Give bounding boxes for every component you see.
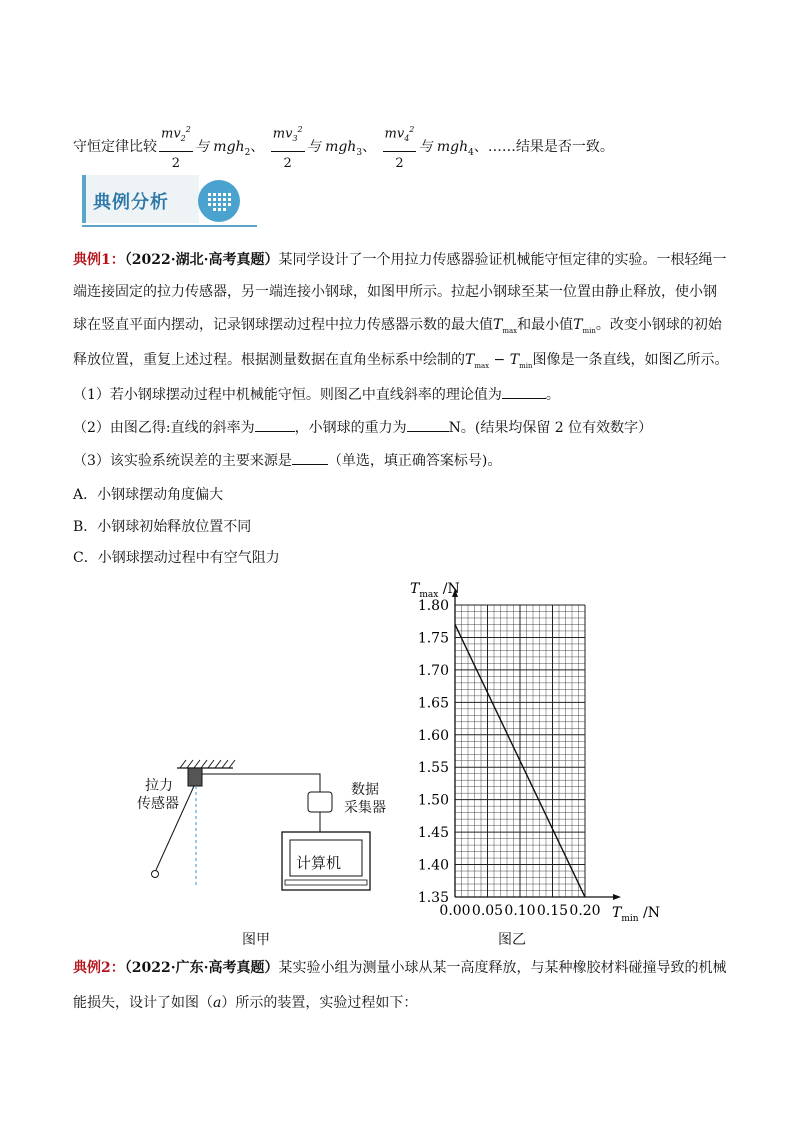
y-tick-label: 1.75 — [417, 630, 449, 647]
dot-grid-icon — [196, 178, 242, 224]
section-banner-title: 典例分析 — [93, 192, 169, 213]
figure-b-caption: 图乙 — [498, 932, 526, 948]
y-axis-label: $T_{max}$ /N — [410, 581, 460, 600]
example1-line-4: 释放位置，重复上述过程。根据测量数据在直角坐标系中绘制的$T_{max} - T_{min}$图像是一条直线，如图乙所示。 — [73, 352, 729, 370]
question-3: （3）该实验系统误差的主要来源是 （单选，填正确答案标号)。 — [73, 453, 502, 469]
example2-label: 典例2： — [73, 960, 125, 976]
x-axis-arrow — [613, 894, 621, 900]
y-tick-label: 1.40 — [417, 857, 449, 874]
data-collector — [308, 792, 332, 812]
example2-line-1: 典例2：（2022·广东·高考真题）某实验小组为测量小球从某一高度释放，与某种橡胶材料碰撞导致的机械 — [73, 960, 727, 976]
example1-line-1: 典例1：（2022·湖北·高考真题）某同学设计了一个用拉力传感器验证机械能守恒定律的实验。一根轻绳一 — [73, 252, 727, 268]
x-tick-label: 0.10 — [504, 903, 536, 919]
y-tick-label: 1.45 — [417, 825, 449, 842]
answer-blank-2[interactable] — [255, 431, 295, 432]
fraction-3: $\frac{mv_4^2}{2}$ — [383, 118, 417, 176]
example1-source: （2022·湖北·高考真题） — [124, 252, 279, 268]
top-line-prefix: 守恒定律比较 — [73, 138, 157, 155]
y-tick-label: 1.50 — [417, 792, 449, 809]
x-tick-label: 0.00 — [439, 903, 471, 919]
y-tick-label: 1.70 — [417, 662, 449, 679]
y-tick-label: 1.80 — [417, 598, 449, 614]
y-tick-label: 1.65 — [417, 695, 449, 712]
example2-line-2: 能损失，设计了如图（a）所示的装置，实验过程如下： — [73, 995, 418, 1011]
force-sensor — [188, 768, 202, 786]
y-tick-label: 1.55 — [417, 760, 449, 777]
fraction-2: $\frac{mv_3^2}{2}$ — [271, 118, 305, 176]
figure-a-apparatus — [130, 740, 400, 900]
option-a: A．小钢球摆动角度偏大 — [73, 487, 224, 503]
example1-line-2: 端连接固定的拉力传感器，另一端连接小钢球，如图甲所示。拉起小钢球至某一位置由静止释放，使小钢 — [73, 284, 717, 300]
sensor-label-1: 拉力 — [145, 778, 173, 794]
answer-blank-1[interactable] — [502, 398, 546, 399]
x-tick-label: 0.20 — [569, 903, 601, 919]
x-tick-label: 0.15 — [536, 903, 569, 919]
fraction-1: $\frac{mv_2^2}{2}$ — [159, 118, 193, 176]
top-formula-line: 守恒定律比较 $\frac{mv_2^2}{2}$ 与 mgh$_2$、 $\frac{mv_3^2}{2}$ 与 mgh$_3$、 $\frac{mv_4^2}{2}$ 与 mgh$_4$、……结果是否一致。 — [73, 118, 614, 176]
x-tick-label: 0.05 — [471, 903, 504, 919]
collector-label-2: 采集器 — [344, 800, 386, 816]
figure-b-chart — [400, 575, 670, 925]
y-tick-label: 1.60 — [417, 727, 449, 744]
question-1: （1）若小钢球摆动过程中机械能守恒。则图乙中直线斜率的理论值为 。 — [73, 387, 560, 403]
example1-label: 典例1： — [73, 252, 125, 268]
computer-label: 计算机 — [296, 854, 342, 872]
collector-label-1: 数据 — [351, 782, 379, 798]
banner-underline — [82, 225, 257, 227]
option-c: C．小钢球摆动过程中有空气阻力 — [73, 550, 280, 566]
option-b: B．小钢球初始释放位置不同 — [73, 519, 252, 535]
question-2: （2）由图乙得:直线的斜率为 ，小钢球的重力为 N。(结果均保留 2 位有效数字） — [73, 420, 653, 436]
answer-blank-3[interactable] — [407, 431, 449, 432]
steel-ball — [152, 871, 159, 878]
answer-blank-4[interactable] — [292, 464, 328, 465]
figure-a-caption: 图甲 — [242, 932, 270, 948]
x-axis-label: $T_{min}$ /N — [612, 905, 660, 924]
example2-source: （2022·广东·高考真题） — [124, 960, 279, 976]
y-tick-label: 1.35 — [417, 890, 449, 906]
example1-line-3: 球在竖直平面内摆动，记录钢球摆动过程中拉力传感器示数的最大值$T_{max}$和最小值$T_{min}$。改变小钢球的初始 — [73, 317, 722, 335]
sensor-label-2: 传感器 — [137, 796, 179, 812]
